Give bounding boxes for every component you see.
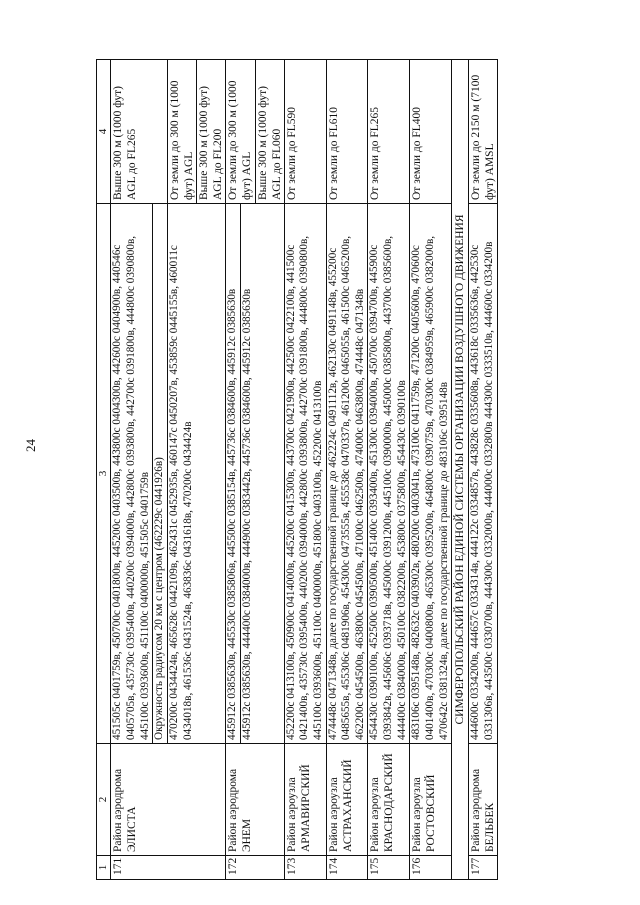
zone-name: Район аэроузла АСТРАХАНСКИЙ	[326, 744, 368, 856]
vertical-limit: Выше 300 м (1000 фут) AGL до FL200	[196, 60, 225, 203]
row-number: 176	[410, 856, 452, 880]
table-row	[111, 60, 226, 880]
table-header-row	[97, 60, 111, 880]
zone-coordinates	[226, 204, 284, 744]
section-row	[452, 60, 469, 880]
table-row	[368, 60, 410, 880]
zone-name: Район аэроузла РОСТОВСКИЙ	[410, 744, 452, 856]
zone-coordinates: 444600с 0334200в, 444657с 0334314в, 444122с 0334857в, 443828с 0335608в, 443618с 0335636в, 442530с 0331306в, 443500с 0330700в, 444300с 0332000в, 444000с 0332800в 444300с 0333510в, 444600с 0334200в	[469, 204, 498, 744]
vertical-limit: От земли до 300 м (1000 фут) AGL	[167, 60, 196, 203]
zone-coordinates	[111, 204, 226, 744]
vertical-limit: От земли до FL610	[326, 60, 368, 204]
vertical-limits	[226, 60, 284, 204]
zone-name: Район аэроузла АРМАВИРСКИЙ	[284, 744, 326, 856]
column-header: 1	[97, 856, 111, 880]
row-number: 172	[226, 856, 284, 880]
vertical-limit: Выше 300 м (1000 фут) AGL до FL265	[112, 86, 139, 200]
coordinate-block: 445912с 0385630в, 444400с 0384000в, 444900с 0383442в, 445736с 0384600в, 445912с 0385630в	[240, 204, 255, 743]
column-header: 4	[97, 60, 111, 204]
zone-name: Район аэроузла КРАСНОДАРСКИЙ	[368, 744, 410, 856]
table-row	[226, 60, 284, 880]
zone-name: Район аэродрома ЭЛИСТА	[111, 744, 226, 856]
coordinate-block: 451505с 0401759в, 450700с 0401800в, 445200с 0403500в, 443800с 0404300в, 442600с 0404900в, 440546с 0405705в, 435730с 0395400в, 440200с 0394000в, 442800с 0393800в, 442700с 0391800в, 444800с 0390800в, 445100с 0393600в, 451100с 0400000в, 451505с 0401759в	[111, 235, 151, 740]
row-number: 177	[469, 856, 498, 880]
table-row	[469, 60, 498, 880]
table-wrapper	[96, 60, 621, 880]
vertical-limit: От земли до 300 м (1000 фут) AGL	[227, 80, 254, 200]
coordinate-block: 445912с 0385630в, 445530с 0385806в, 445500с 0385154в, 445736с 0384600в, 445912с 0385630в	[226, 288, 239, 740]
vertical-limits	[111, 60, 226, 204]
row-number: 173	[284, 856, 326, 880]
zone-coordinates: 454430с 0390100в, 452500с 0390500в, 451400с 0393400в, 451300с 0394000в, 450700с 0394700в, 445900с 0393842в, 445606с 0393718в, 445000с 0391200в, 445100с 0390000в, 445000с 0385800в, 443700с 0385600в, 444400с 0384000в, 450100с 0382200в, 453800с 0375800в, 454430с 0390100в	[368, 204, 410, 744]
vertical-limit: От земли до 2150 м (7100 фут) AMSL	[469, 60, 498, 204]
table-row	[410, 60, 452, 880]
vertical-limit: От земли до FL590	[284, 60, 326, 204]
table-row	[284, 60, 326, 880]
row-number: 174	[326, 856, 368, 880]
vertical-limit: От земли до FL265	[368, 60, 410, 204]
zone-coordinates: 474448с 0471348в, далее по государственной границе до 462224с 0491112в, 462130с 0491148в, 455200с 0485655в, 455306с 0481906в, 454300с 0473555в, 455538с 0470337в, 461200с 0465055в, 461500с 0465200в, 462200с 0454500в, 463800с 0454500в, 471000с 0462500в, 474000с 0463800в, 474448с 0471348в	[326, 204, 368, 744]
zone-coordinates: 483106с 0395148в, 482632с 0403902в, 480200с 0403041в, 473100с 0411759в, 471200с 0405600в, 470600с 0401400в, 470300с 0400800в, 465300с 0395200в, 464800с 0390759в, 470300с 0384959в, 465900с 0382000в, 470642с 0381324в, далее по государственной границе до 483106с 0395148в	[410, 204, 452, 744]
airspace-table	[96, 59, 498, 880]
column-header: 2	[97, 744, 111, 856]
coordinate-block: 470200с 0434424в, 465628с 0442109в, 462431с 0452935в, 460147с 0450207в, 453859с 0445155в, 460011с 0434018в, 461536с 0431524в, 463836с 0431618в, 470200с 0434424в	[167, 204, 195, 743]
zone-name: Район аэродрома БЕЛЬБЕК	[469, 744, 498, 856]
zone-coordinates: 452200с 0413100в, 450900с 0414000в, 445200с 0415300в, 443700с 0421900в, 442500с 0422100в, 441500с 0421400в, 435730с 0395400в, 440200с 0394000в, 442800с 0393800в, 442700с 0391800в, 444800с 0390800в, 445100с 0393600в, 451100с 0400000в, 451800с 0403100в, 452200с 0413100в	[284, 204, 326, 744]
section-title: СИМФЕРОПОЛЬСКИЙ РАЙОН ЕДИНОЙ СИСТЕМЫ ОРГАНИЗАЦИИ ВОЗДУШНОГО ДВИЖЕНИЯ	[452, 60, 469, 880]
zone-name: Район аэродрома ЭНЕМ	[226, 744, 284, 856]
column-header: 3	[97, 204, 111, 744]
vertical-limit: Выше 300 м (1000 фут) AGL до FL060	[255, 60, 284, 203]
vertical-limit: От земли до FL400	[410, 60, 452, 204]
row-number: 175	[368, 856, 410, 880]
coordinate-block: Окружность радиусом 20 км с центром (462229с 0441926в)	[152, 204, 167, 743]
table-row	[326, 60, 368, 880]
row-number: 171	[111, 856, 226, 880]
page-number: 24	[23, 439, 38, 452]
